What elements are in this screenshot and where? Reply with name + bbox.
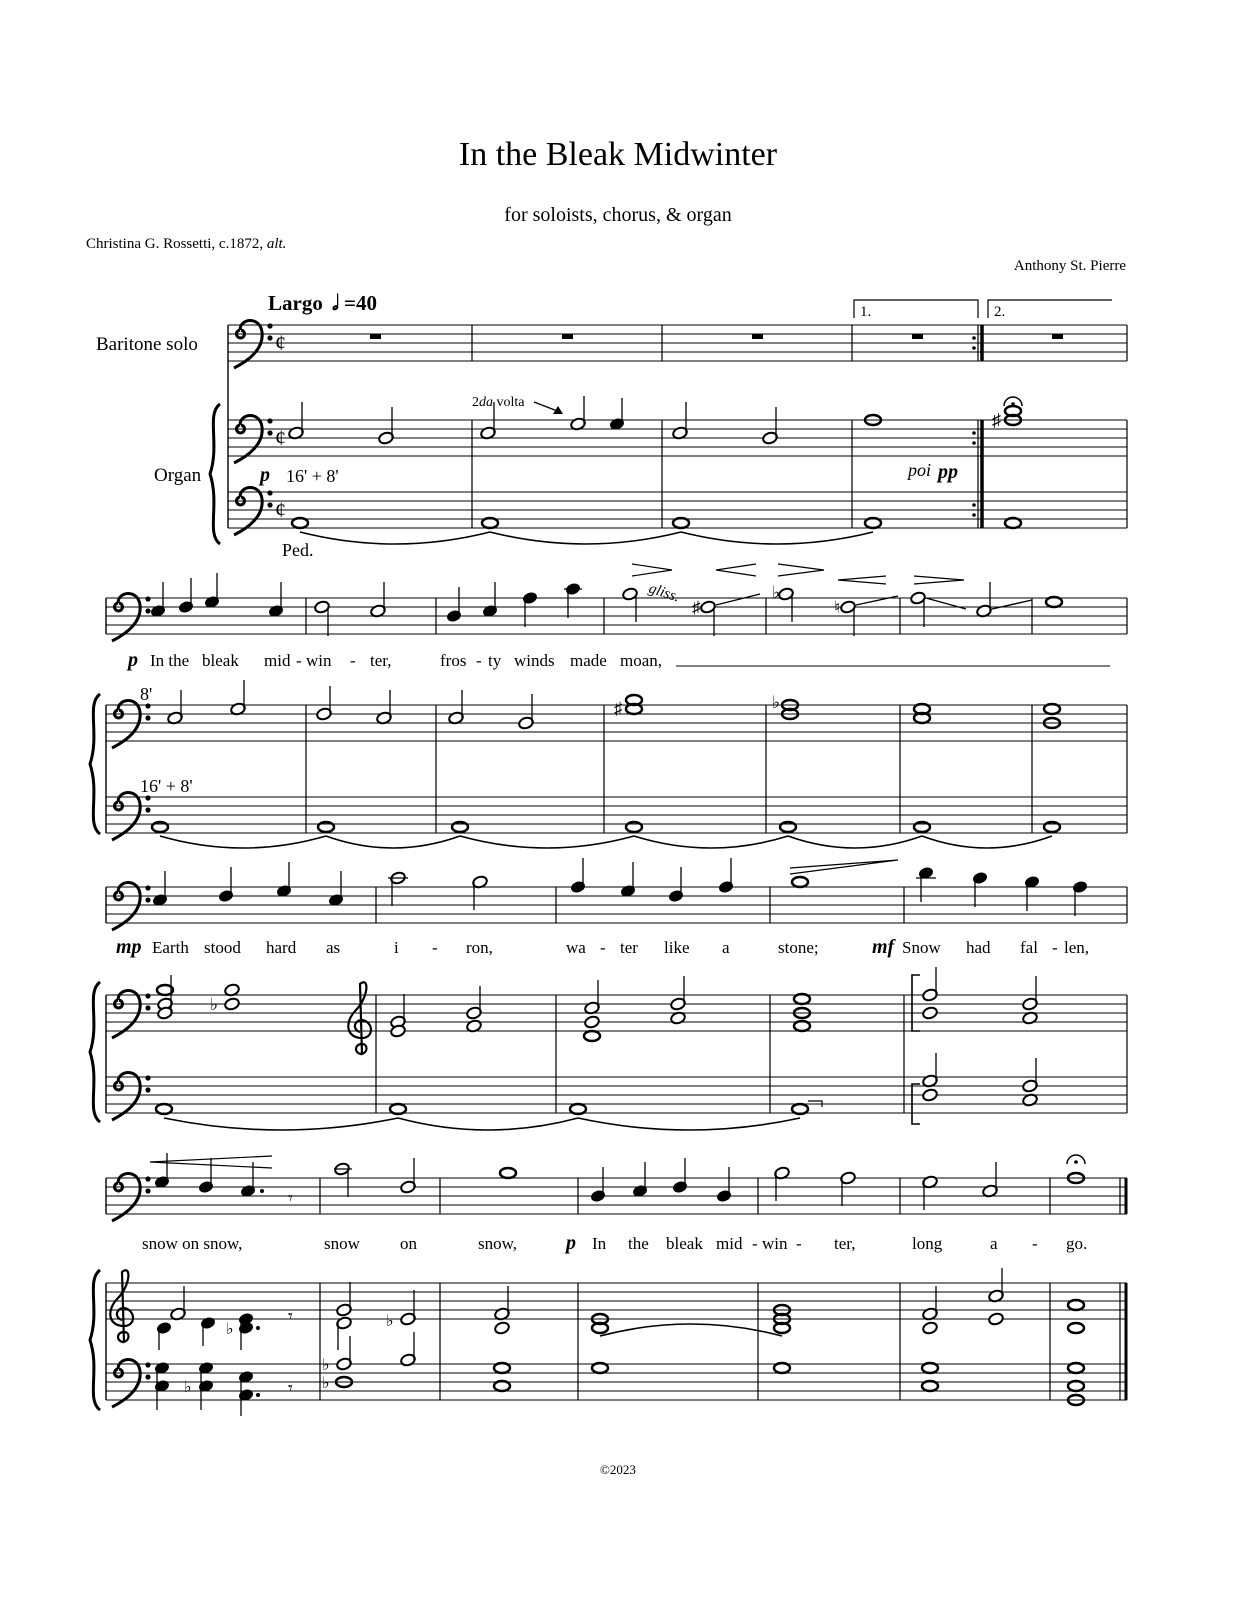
- svg-text:♭: ♭: [184, 1379, 192, 1396]
- organ-brace: [90, 694, 100, 834]
- hairpins-2: [632, 564, 964, 584]
- pedal-ties-3: [164, 1118, 800, 1130]
- lyric: hard: [266, 938, 297, 957]
- lyric: stone;: [778, 938, 819, 957]
- pedal-notes-3: [156, 1053, 1038, 1114]
- lyric: win: [306, 651, 332, 670]
- svg-text:♭: ♭: [772, 583, 781, 602]
- instrument-baritone: Baritone solo: [96, 334, 198, 355]
- baritone-staff: [228, 325, 1127, 361]
- svg-text:𝄾: 𝄾: [288, 1188, 293, 1208]
- system-1-barlines: [472, 325, 1127, 528]
- lyric: had: [966, 938, 991, 957]
- lyric: ter,: [834, 1234, 856, 1253]
- gliss-label: gliss.: [646, 580, 682, 606]
- lyric: -: [296, 651, 302, 670]
- registration-pedal: 16' + 8': [140, 776, 193, 796]
- lyric: snow,: [478, 1234, 518, 1253]
- brackets-3: [912, 975, 920, 1124]
- dynamic-poi: poi: [908, 460, 932, 480]
- system-4-barlines: [320, 1178, 1126, 1400]
- lyric: -: [752, 1234, 758, 1253]
- lyric: fros: [440, 651, 467, 670]
- svg-text:♭: ♭: [322, 1357, 330, 1374]
- cut-time-icon: ¢: [275, 497, 286, 522]
- registration-manual: 8': [140, 684, 153, 704]
- pedal-marking: Ped.: [282, 540, 314, 560]
- page-subtitle: for soloists, chorus, & organ: [504, 204, 732, 226]
- lyric: a: [990, 1234, 998, 1253]
- volta-1-label: 1.: [860, 304, 872, 320]
- svg-text:♯: ♯: [692, 598, 701, 617]
- pedal-staff-2: [106, 797, 1127, 833]
- svg-text:𝄾: 𝄾: [288, 1306, 293, 1326]
- page-title: In the Bleak Midwinter: [458, 136, 778, 173]
- dynamic-p: p: [260, 464, 270, 486]
- poet-name: Christina G. Rossetti, c.1872,: [86, 236, 264, 252]
- lyrics-2: [126, 649, 1110, 671]
- lyric: fal: [1020, 938, 1038, 957]
- lyrics-3: [116, 936, 1089, 958]
- lyric: like: [664, 938, 690, 957]
- treble-clef-icon: [110, 1270, 133, 1342]
- lyric: ter,: [370, 651, 392, 670]
- registration-manual: 16' + 8': [286, 466, 339, 486]
- manual-notes-4: [156, 1268, 1084, 1350]
- lyric: as: [326, 938, 341, 957]
- lyric: Earth: [152, 938, 189, 957]
- organ-brace: [90, 982, 100, 1122]
- lyric: snow on snow,: [142, 1234, 243, 1253]
- lyric: on: [400, 1234, 417, 1253]
- svg-text:♮: ♮: [834, 598, 841, 617]
- lyric: the: [628, 1234, 649, 1253]
- instrument-organ: Organ: [154, 465, 202, 486]
- svg-text:♯: ♯: [992, 410, 1001, 430]
- lyric: In: [592, 1234, 607, 1253]
- treble-clef-icon: [348, 982, 371, 1054]
- lyric: In the: [150, 651, 190, 670]
- lyric: snow: [324, 1234, 360, 1253]
- lyric: Snow: [902, 938, 941, 957]
- lyric: moan,: [620, 651, 663, 670]
- voice-staff-3: [106, 887, 1127, 923]
- tempo-marking: Largo: [268, 291, 323, 315]
- volta-brackets: [854, 300, 1112, 318]
- pedal-notes-4: [154, 1332, 1084, 1416]
- system-1: [96, 291, 1127, 560]
- manual-tie: [600, 1324, 782, 1336]
- lyric: ty: [488, 651, 502, 670]
- lyric: stood: [204, 938, 241, 957]
- system-2: [90, 564, 1127, 848]
- dynamic-p: p: [128, 649, 138, 671]
- organ-pedal-staff: [228, 492, 1127, 528]
- lyric: mid: [716, 1234, 743, 1253]
- lyric: mid: [264, 651, 291, 670]
- voice-notes-2: [150, 573, 1062, 636]
- system-3: [90, 858, 1127, 1130]
- organ-brace: [90, 1270, 100, 1410]
- manual-staff-4: [106, 1283, 1127, 1319]
- lyric: -: [432, 938, 438, 957]
- repeat-dots: [972, 336, 976, 517]
- annotation-2da-volta: 2da volta: [472, 395, 525, 410]
- lyric: bleak: [202, 651, 239, 670]
- lyrics-4: [142, 1232, 1087, 1254]
- voice-staff-4: [106, 1178, 1127, 1214]
- composer-credit: Anthony St. Pierre: [1013, 258, 1126, 274]
- pedal-staff-3: [106, 1077, 1127, 1113]
- lyric: -: [1052, 938, 1058, 957]
- lyric: long: [912, 1234, 943, 1253]
- cut-time-icon: ¢: [275, 330, 286, 355]
- svg-text:𝄾: 𝄾: [288, 1378, 293, 1398]
- manual-staff-3: [106, 995, 1127, 1031]
- voice-notes-4: [154, 1153, 1084, 1210]
- lyric: ter: [620, 938, 638, 957]
- lyric: i: [394, 938, 399, 957]
- fermata-dot: [1074, 1160, 1078, 1164]
- whole-rests: [370, 334, 1063, 339]
- organ-brace: [210, 404, 220, 544]
- lyric: -: [600, 938, 606, 957]
- crescendo-hairpin: [790, 860, 898, 874]
- system-3-barlines: [376, 887, 1127, 1113]
- pedal-ties: [300, 532, 873, 544]
- system-2-barlines: [306, 598, 1127, 833]
- lyric: -: [476, 651, 482, 670]
- lyric: bleak: [666, 1234, 703, 1253]
- svg-text:♯: ♯: [614, 699, 623, 718]
- tempo-value: =40: [344, 291, 377, 315]
- svg-text:♭: ♭: [386, 1313, 394, 1330]
- lyric: -: [350, 651, 356, 670]
- dynamic-p: p: [566, 1232, 576, 1254]
- dynamic-mf: mf: [872, 936, 895, 958]
- pedal-ties-2: [160, 836, 1052, 848]
- lyric: len,: [1064, 938, 1090, 957]
- voice-staff-2: [106, 598, 1127, 634]
- copyright: ©2023: [600, 1462, 636, 1477]
- lyric: wa: [566, 938, 586, 957]
- dynamic-mp: mp: [116, 936, 142, 958]
- dynamic-pp: pp: [938, 461, 958, 483]
- poet-note: alt.: [266, 236, 287, 252]
- fermata-dot: [1011, 402, 1015, 406]
- tempo-note-icon: 𝅗𝅥: [332, 291, 339, 315]
- svg-text:♭: ♭: [772, 693, 781, 712]
- system-4: [90, 1153, 1127, 1416]
- volta-2-label: 2.: [994, 304, 1006, 320]
- lyric: made: [570, 651, 607, 670]
- svg-text:♭: ♭: [226, 1321, 234, 1338]
- lyric: ron,: [466, 938, 493, 957]
- cut-time-icon: ¢: [275, 425, 286, 450]
- lyric: win: [762, 1234, 788, 1253]
- svg-text:♭: ♭: [322, 1375, 330, 1392]
- lyric: -: [796, 1234, 802, 1253]
- lyric: -: [1032, 1234, 1038, 1253]
- svg-text:♭: ♭: [210, 995, 219, 1014]
- lyric: winds: [514, 651, 555, 670]
- lyric: a: [722, 938, 730, 957]
- lyric: go.: [1066, 1234, 1088, 1253]
